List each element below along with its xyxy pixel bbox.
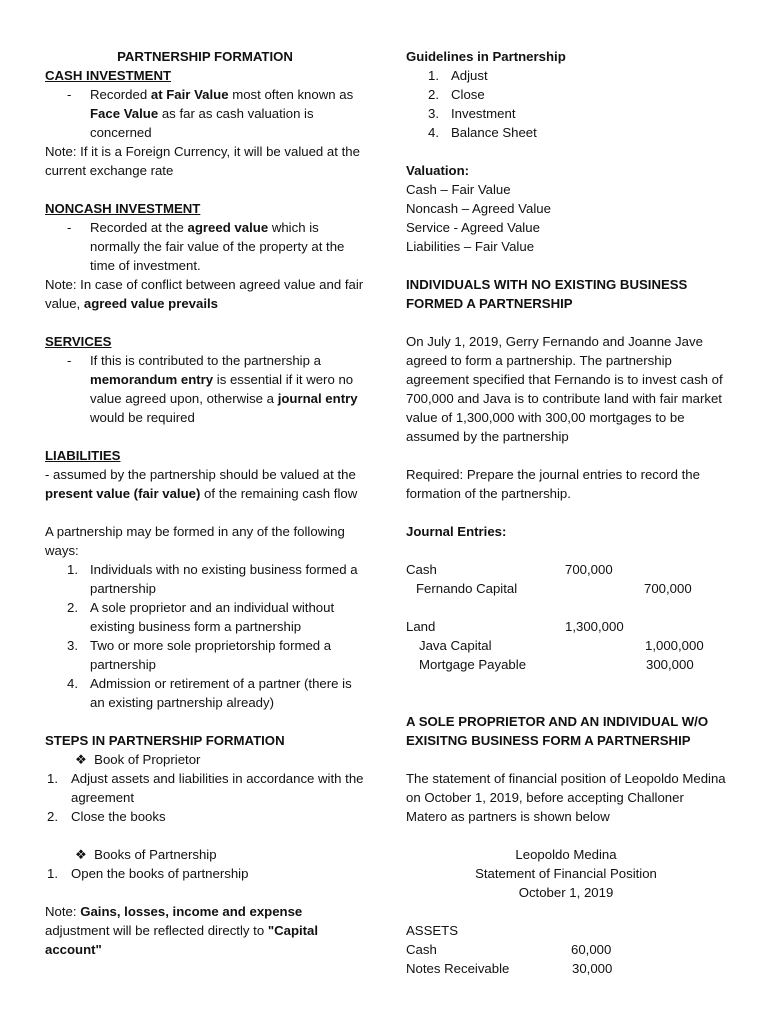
- cash-note: Note: If it is a Foreign Currency, it will be valued at the current exchange rate: [45, 144, 360, 178]
- book-proprietor: ❖ Book of Proprietor: [75, 752, 201, 767]
- list-item: 1. Individuals with no existing business formed a partnership: [67, 562, 358, 596]
- list-item: 1. Adjust: [428, 68, 488, 83]
- list-item: 2. Close the books: [47, 809, 166, 824]
- assets-heading: ASSETS: [406, 923, 459, 938]
- diamond-bullet-icon: ❖: [75, 847, 87, 862]
- journal-row: Cash 700,000: [406, 562, 613, 577]
- journal-row: Mortgage Payable 300,000: [419, 657, 694, 672]
- case1-heading: INDIVIDUALS WITH NO EXISTING BUSINESS FORMED A PARTNERSHIP: [406, 277, 688, 311]
- case1-text: On July 1, 2019, Gerry Fernando and Joanne Jave agreed to form a partnership. The partnership agreement specified that Fernando is to invest cash of 700,000 and Java is to contribute land with fair market value of 1,300,000 with 300,00 mortgages to be assumed by the partnership: [406, 334, 723, 444]
- liabilities-heading: LIABILITIES: [45, 448, 121, 463]
- sfp-date: October 1, 2019: [518, 885, 614, 900]
- list-item: 4. Admission or retirement of a partner (there is an existing partnership already): [67, 676, 352, 710]
- asset-row: Cash 60,000: [406, 942, 612, 957]
- cash-investment-heading: CASH INVESTMENT: [45, 68, 172, 83]
- list-item: 4. Balance Sheet: [428, 125, 537, 140]
- guidelines-heading: Guidelines in Partnership: [406, 49, 566, 64]
- list-item: 1. Adjust assets and liabilities in accordance with the agreement: [47, 771, 364, 805]
- book-partnership: ❖ Books of Partnership: [75, 847, 217, 862]
- case2-heading: A SOLE PROPRIETOR AND AN INDIVIDUAL W/O EXISITNG BUSINESS FORM A PARTNERSHIP: [406, 714, 709, 748]
- asset-row: Notes Receivable 30,000: [406, 961, 613, 976]
- case2-text: The statement of financial position of Leopoldo Medina on October 1, 2019, before accepting Challoner Matero as partners is shown below: [406, 771, 726, 824]
- noncash-heading: NONCASH INVESTMENT: [45, 201, 201, 216]
- journal-row: Fernando Capital 700,000: [416, 581, 692, 596]
- services-bullet: - If this is contributed to the partnership a memorandum entry is essential if it wero no value agreed upon, otherwise a journal entry would be required: [67, 353, 358, 425]
- list-item: 3. Investment: [428, 106, 516, 121]
- list-item: 3. Two or more sole proprietorship formed a partnership: [67, 638, 332, 672]
- list-item: 2. Close: [428, 87, 485, 102]
- list-item: 1. Open the books of partnership: [47, 866, 249, 881]
- diamond-bullet-icon: ❖: [75, 752, 87, 767]
- noncash-note: Note: In case of conflict between agreed value and fair value, agreed value prevails: [45, 277, 364, 311]
- left-column: [45, 47, 365, 959]
- journal-row: Java Capital 1,000,000: [419, 638, 704, 653]
- list-item: 2. A sole proprietor and an individual without existing business form a partnership: [67, 600, 335, 634]
- valuation-heading: Valuation:: [406, 163, 470, 178]
- sfp-name: Leopoldo Medina: [515, 847, 617, 862]
- valuation-item: Liabilities – Fair Value: [406, 239, 535, 254]
- valuation-item: Cash – Fair Value: [406, 182, 511, 197]
- final-note: Note: Gains, losses, income and expense adjustment will be reflected directly to "Capital account": [45, 904, 319, 957]
- required-text: Required: Prepare the journal entries to record the formation of the partnership.: [406, 467, 700, 501]
- steps-heading: STEPS IN PARTNERSHIP FORMATION: [45, 733, 285, 748]
- journal-row: Land 1,300,000: [406, 619, 624, 634]
- right-column: [406, 47, 726, 978]
- liabilities-text: - assumed by the partnership should be valued at the present value (fair value) of the remaining cash flow: [45, 467, 358, 501]
- cash-bullet: - Recorded at Fair Value most often known as Face Value as far as cash valuation is concerned: [67, 87, 354, 140]
- journal-heading: Journal Entries:: [406, 524, 507, 539]
- ways-intro: A partnership may be formed in any of the following ways:: [45, 524, 345, 558]
- noncash-bullet: - Recorded at the agreed value which is normally the fair value of the property at the time of investment.: [67, 220, 345, 273]
- valuation-item: Noncash – Agreed Value: [406, 201, 551, 216]
- services-heading: SERVICES: [45, 334, 112, 349]
- page-title: PARTNERSHIP FORMATION: [117, 49, 293, 64]
- sfp-title: Statement of Financial Position: [475, 866, 657, 881]
- valuation-item: Service - Agreed Value: [406, 220, 540, 235]
